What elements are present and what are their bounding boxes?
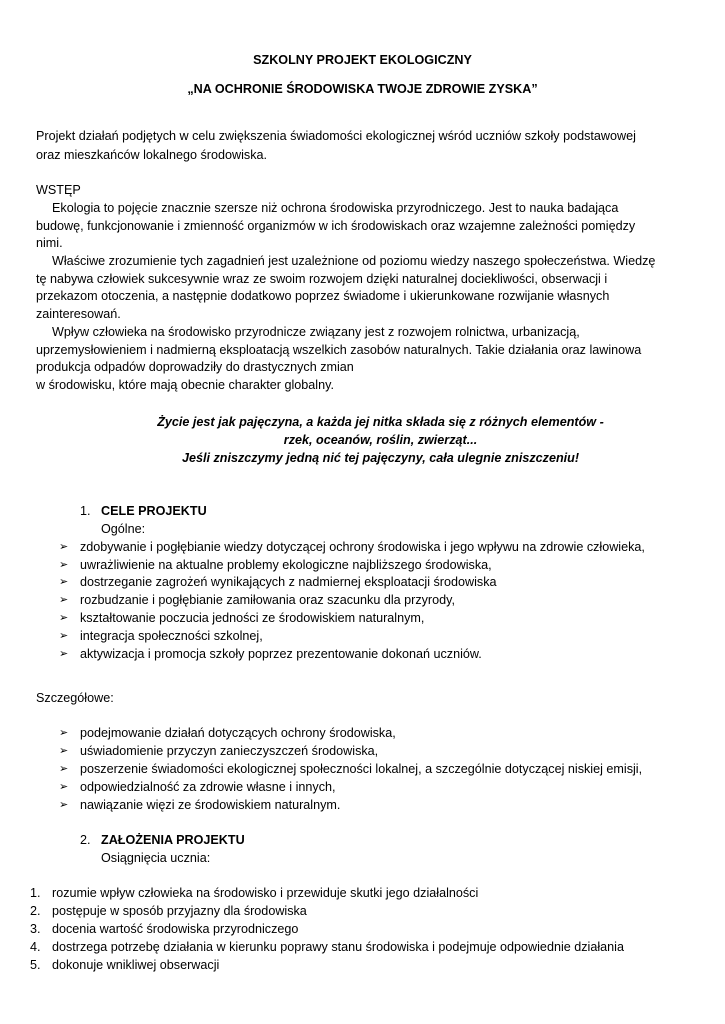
- paragraph-line: Właściwe zrozumienie tych zagadnień jest uzależnione od poziomu wiedzy naszego społeczeństwa. Wiedzę: [52, 254, 656, 268]
- paragraph-line: nimi.: [36, 236, 63, 250]
- list-item: odpowiedzialność za zdrowie własne i innych,: [80, 780, 336, 794]
- list-number: 3.: [30, 922, 41, 936]
- list-number: 2.: [30, 904, 41, 918]
- numbered-item: rozumie wpływ człowieka na środowisko i przewiduje skutki jego działalności: [52, 886, 479, 900]
- list-item: aktywizacja i promocja szkoły poprzez prezentowanie dokonań uczniów.: [80, 647, 482, 661]
- section-heading-wstep: WSTĘP: [36, 183, 81, 197]
- numbered-item: dostrzega potrzebę działania w kierunku poprawy stanu środowiska i podejmuje odpowiednie działania: [52, 940, 624, 954]
- paragraph-line: Wpływ człowieka na środowisko przyrodnicze związany jest z rozwojem rolnictwa, urbanizacją,: [52, 325, 580, 339]
- section-number: 2.: [80, 833, 91, 847]
- list-item: podejmowanie działań dotyczących ochrony środowiska,: [80, 726, 396, 740]
- list-item: dostrzeganie zagrożeń wynikających z nadmiernej eksploatacji środowiska: [80, 575, 497, 589]
- document-title: SZKOLNY PROJEKT EKOLOGICZNY: [253, 53, 472, 67]
- quote-line: rzek, oceanów, roślin, zwierząt...: [283, 433, 478, 447]
- arrow-bullet-icon: ➢: [59, 727, 69, 739]
- arrow-bullet-icon: ➢: [59, 630, 69, 642]
- paragraph-line: zainteresowań.: [36, 307, 121, 321]
- numbered-item: dokonuje wnikliwej obserwacji: [52, 958, 220, 972]
- list-item: poszerzenie świadomości ekologicznej społeczności lokalnej, a szczególnie dotyczącej niskiej emisji,: [80, 762, 643, 776]
- list-item: rozbudzanie i pogłębianie zamiłowania oraz szacunku dla przyrody,: [80, 593, 455, 607]
- section-heading-cele: CELE PROJEKTU: [101, 504, 207, 518]
- arrow-bullet-icon: ➢: [59, 799, 69, 811]
- list-item: integracja społeczności szkolnej,: [80, 629, 263, 643]
- numbered-item: docenia wartość środowiska przyrodniczego: [52, 922, 299, 936]
- arrow-bullet-icon: ➢: [59, 781, 69, 793]
- list-number: 4.: [30, 940, 41, 954]
- arrow-bullet-icon: ➢: [59, 594, 69, 606]
- arrow-bullet-icon: ➢: [59, 745, 69, 757]
- list-item: zdobywanie i pogłębianie wiedzy dotyczącej ochrony środowiska i jego wpływu na zdrowie człowieka,: [80, 540, 645, 554]
- paragraph-line: w środowisku, które mają obecnie charakter globalny.: [36, 378, 334, 392]
- arrow-bullet-icon: ➢: [59, 576, 69, 588]
- section-number: 1.: [80, 504, 91, 518]
- arrow-bullet-icon: ➢: [59, 612, 69, 624]
- paragraph-line: budowę, funkcjonowanie i zmienność organizmów w ich środowiskach oraz wzajemne zależności pomiędzy: [36, 219, 636, 233]
- subsection-label-detailed: Szczegółowe:: [36, 691, 114, 705]
- list-item: kształtowanie poczucia jedności ze środowiskiem naturalnym,: [80, 611, 425, 625]
- intro-line: Projekt działań podjętych w celu zwiększenia świadomości ekologicznej wśród uczniów szkoły podstawowej: [36, 129, 636, 143]
- subsection-label-general: Ogólne:: [101, 522, 146, 536]
- list-item: nawiązanie więzi ze środowiskiem naturalnym.: [80, 798, 341, 812]
- intro-line: oraz mieszkańców lokalnego środowiska.: [36, 148, 267, 162]
- numbered-item: postępuje w sposób przyjazny dla środowiska: [52, 904, 307, 918]
- section-heading-zalozenia: ZAŁOŻENIA PROJEKTU: [101, 833, 245, 847]
- arrow-bullet-icon: ➢: [59, 559, 69, 571]
- subsection-label-achievements: Osiągnięcia ucznia:: [101, 851, 211, 865]
- list-item: uświadomienie przyczyn zanieczyszczeń środowiska,: [80, 744, 379, 758]
- arrow-bullet-icon: ➢: [59, 763, 69, 775]
- paragraph-line: Ekologia to pojęcie znacznie szersze niż ochrona środowiska przyrodniczego. Jest to nauka badająca: [52, 201, 619, 215]
- list-number: 5.: [30, 958, 41, 972]
- paragraph-line: tę nabywa człowiek sukcesywnie wraz ze swoim rozwojem dzięki naturalnej dociekliwości, obserwacji i: [36, 272, 608, 286]
- document-subtitle: „NA OCHRONIE ŚRODOWISKA TWOJE ZDROWIE ZYSKA”: [187, 82, 538, 96]
- paragraph-line: przekazom otoczenia, a następnie dodatkowo poprzez świadome i ukierunkowane rozwijanie własnych: [36, 289, 610, 303]
- quote-line: Jeśli zniszczymy jedną nić tej pajęczyny, cała ulegnie zniszczeniu!: [181, 451, 580, 465]
- paragraph-line: produkcja odpadów doprowadziły do drastycznych zmian: [36, 360, 354, 374]
- list-item: uwrażliwienie na aktualne problemy ekologiczne najbliższego środowiska,: [80, 558, 492, 572]
- quote-line: Życie jest jak pajęczyna, a każda jej nitka składa się z różnych elementów -: [157, 415, 604, 429]
- paragraph-line: uprzemysłowieniem i nadmierną eksploatacją wszelkich zasobów naturalnych. Takie działania oraz lawinowa: [36, 343, 642, 357]
- arrow-bullet-icon: ➢: [59, 648, 69, 660]
- arrow-bullet-icon: ➢: [59, 541, 69, 553]
- list-number: 1.: [30, 886, 41, 900]
